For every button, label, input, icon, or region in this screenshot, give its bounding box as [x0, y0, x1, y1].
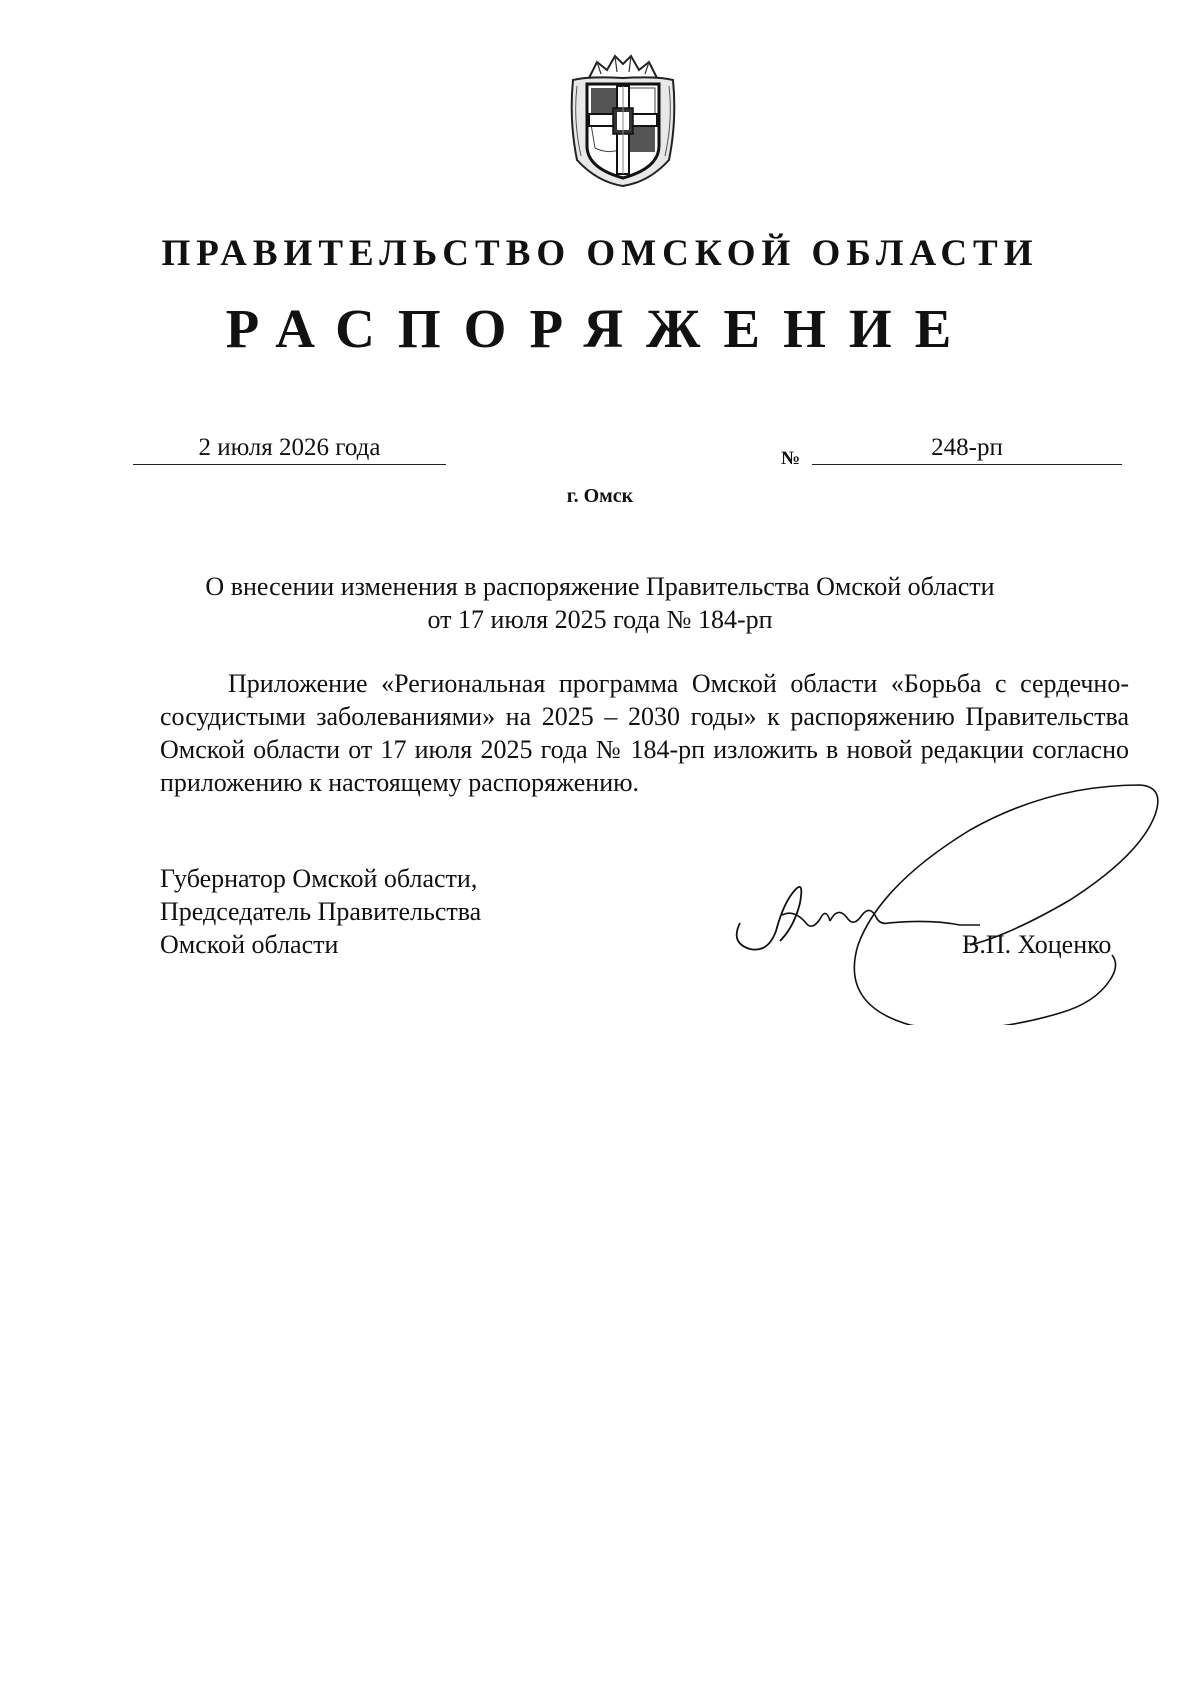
- document-subject: [150, 570, 1050, 636]
- signature-image: [720, 775, 1160, 1025]
- signer-name: В.П. Хоценко: [962, 930, 1112, 959]
- number-sign: №: [781, 448, 801, 469]
- signer-title-line-3: Омской области: [160, 930, 339, 959]
- document-date: 2 июля 2026 года: [133, 432, 446, 465]
- subject-line-1: О внесении изменения в распоряжение Правительства Омской области: [205, 572, 995, 601]
- city-label: г. Омск: [566, 485, 634, 507]
- coat-of-arms-icon: [567, 50, 679, 188]
- document-type-title: РАСПОРЯЖЕНИЕ: [225, 298, 975, 359]
- body-paragraph: Приложение «Региональная программа Омской области «Борьба с сердечно-сосудистыми заболеваниями» на 2025 – 2030 годы» к распоряжению Правительства Омской области от 17 июля 2025 года № 184-рп изложить в новой редакции согласно приложению к настоящему распоряжению.: [160, 669, 1129, 797]
- signer-title-line-1: Губернатор Омской области,: [160, 864, 478, 893]
- signer-position: [160, 862, 481, 961]
- document-number: 248-рп: [812, 432, 1122, 465]
- signer-title-line-2: Председатель Правительства: [160, 897, 482, 926]
- organization-title: ПРАВИТЕЛЬСТВО ОМСКОЙ ОБЛАСТИ: [161, 233, 1039, 274]
- subject-line-2: от 17 июля 2025 года № 184-рп: [427, 605, 773, 634]
